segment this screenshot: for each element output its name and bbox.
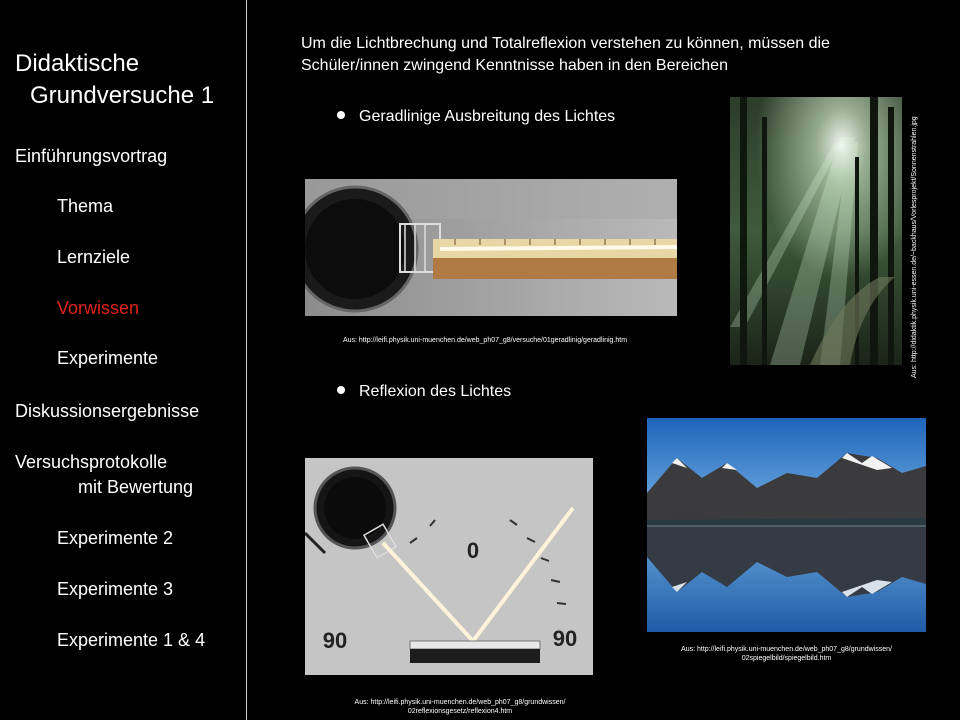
nav-item-diskussionsergebnisse[interactable]: Diskussionsergebnisse <box>15 401 200 421</box>
nav-item-experimente-1-4[interactable]: Experimente 1 & 4 <box>57 630 206 650</box>
title-line-2: Grundversuche 1 <box>30 82 215 109</box>
bullet-geradlinig-text: Geradlinige Ausbreitung des Lichtes <box>359 108 616 125</box>
reflexion-caption <box>305 698 615 716</box>
spiegelbild-caption <box>647 645 926 663</box>
bullet-dot <box>337 111 345 119</box>
nav-item-lernziele[interactable]: Lernziele <box>57 247 131 267</box>
nav-item-mit-bewertung[interactable]: mit Bewertung <box>78 477 194 497</box>
nav-item-experimente-3[interactable]: Experimente 3 <box>57 579 174 599</box>
protractor-right-label: 90 <box>552 626 578 651</box>
intro-text: Um die Lichtbrechung und Totalreflexion verstehen zu können, müssen die Schüler/innen zwingend Kenntnisse haben in den Bereichen <box>301 35 830 74</box>
nav-item-thema[interactable]: Thema <box>57 196 114 216</box>
spiegelbild-photo <box>647 418 926 632</box>
reflexion-photo <box>305 458 593 675</box>
geradlinig-photo <box>305 179 677 316</box>
nav-item-experimente-2[interactable]: Experimente 2 <box>57 528 174 548</box>
presentation-title <box>15 48 214 112</box>
spiegelbild-caption-line-2: 02spiegelbild/spiegelbild.htm <box>741 655 832 662</box>
forest-photo <box>730 97 902 365</box>
title-line-1: Didaktische <box>15 50 140 77</box>
nav-item-versuchsprotokolle[interactable]: Versuchsprotokolle <box>15 452 168 472</box>
nav-item-einfuehrungsvortrag[interactable]: Einführungsvortrag <box>15 146 168 166</box>
nav-item-vorwissen[interactable]: Vorwissen <box>57 298 140 318</box>
reflexion-caption-line-1: Aus: http://leifi.physik.uni-muenchen.de/web_ph07_g8/grundwissen/ <box>354 699 566 706</box>
sidebar <box>0 0 246 720</box>
geradlinig-caption: Aus: http://leifi.physik.uni-muenchen.de/web_ph07_g8/versuche/01geradlinig/geradlinig.htm <box>342 337 628 344</box>
sidebar-divider <box>246 0 247 720</box>
nav-item-experimente[interactable]: Experimente <box>57 348 159 368</box>
bullet-reflexion-text: Reflexion des Lichtes <box>359 383 512 400</box>
spiegelbild-caption-line-1: Aus: http://leifi.physik.uni-muenchen.de/web_ph07_g8/grundwissen/ <box>681 646 892 653</box>
forest-caption: Aus: http://didaktik.physik.uni-essen.de/~backhaus/Vorlesprojekt/Sonnenstrahlen.jpg <box>911 116 918 378</box>
protractor-left-label: 90 <box>322 628 348 653</box>
bullet-reflexion <box>337 383 511 401</box>
bullet-dot <box>337 386 345 394</box>
reflexion-caption-line-2: 02reflexionsgesetz/reflexion4.htm <box>407 708 513 715</box>
bullet-geradlinig <box>337 108 615 126</box>
protractor-zero-label: 0 <box>466 538 480 563</box>
